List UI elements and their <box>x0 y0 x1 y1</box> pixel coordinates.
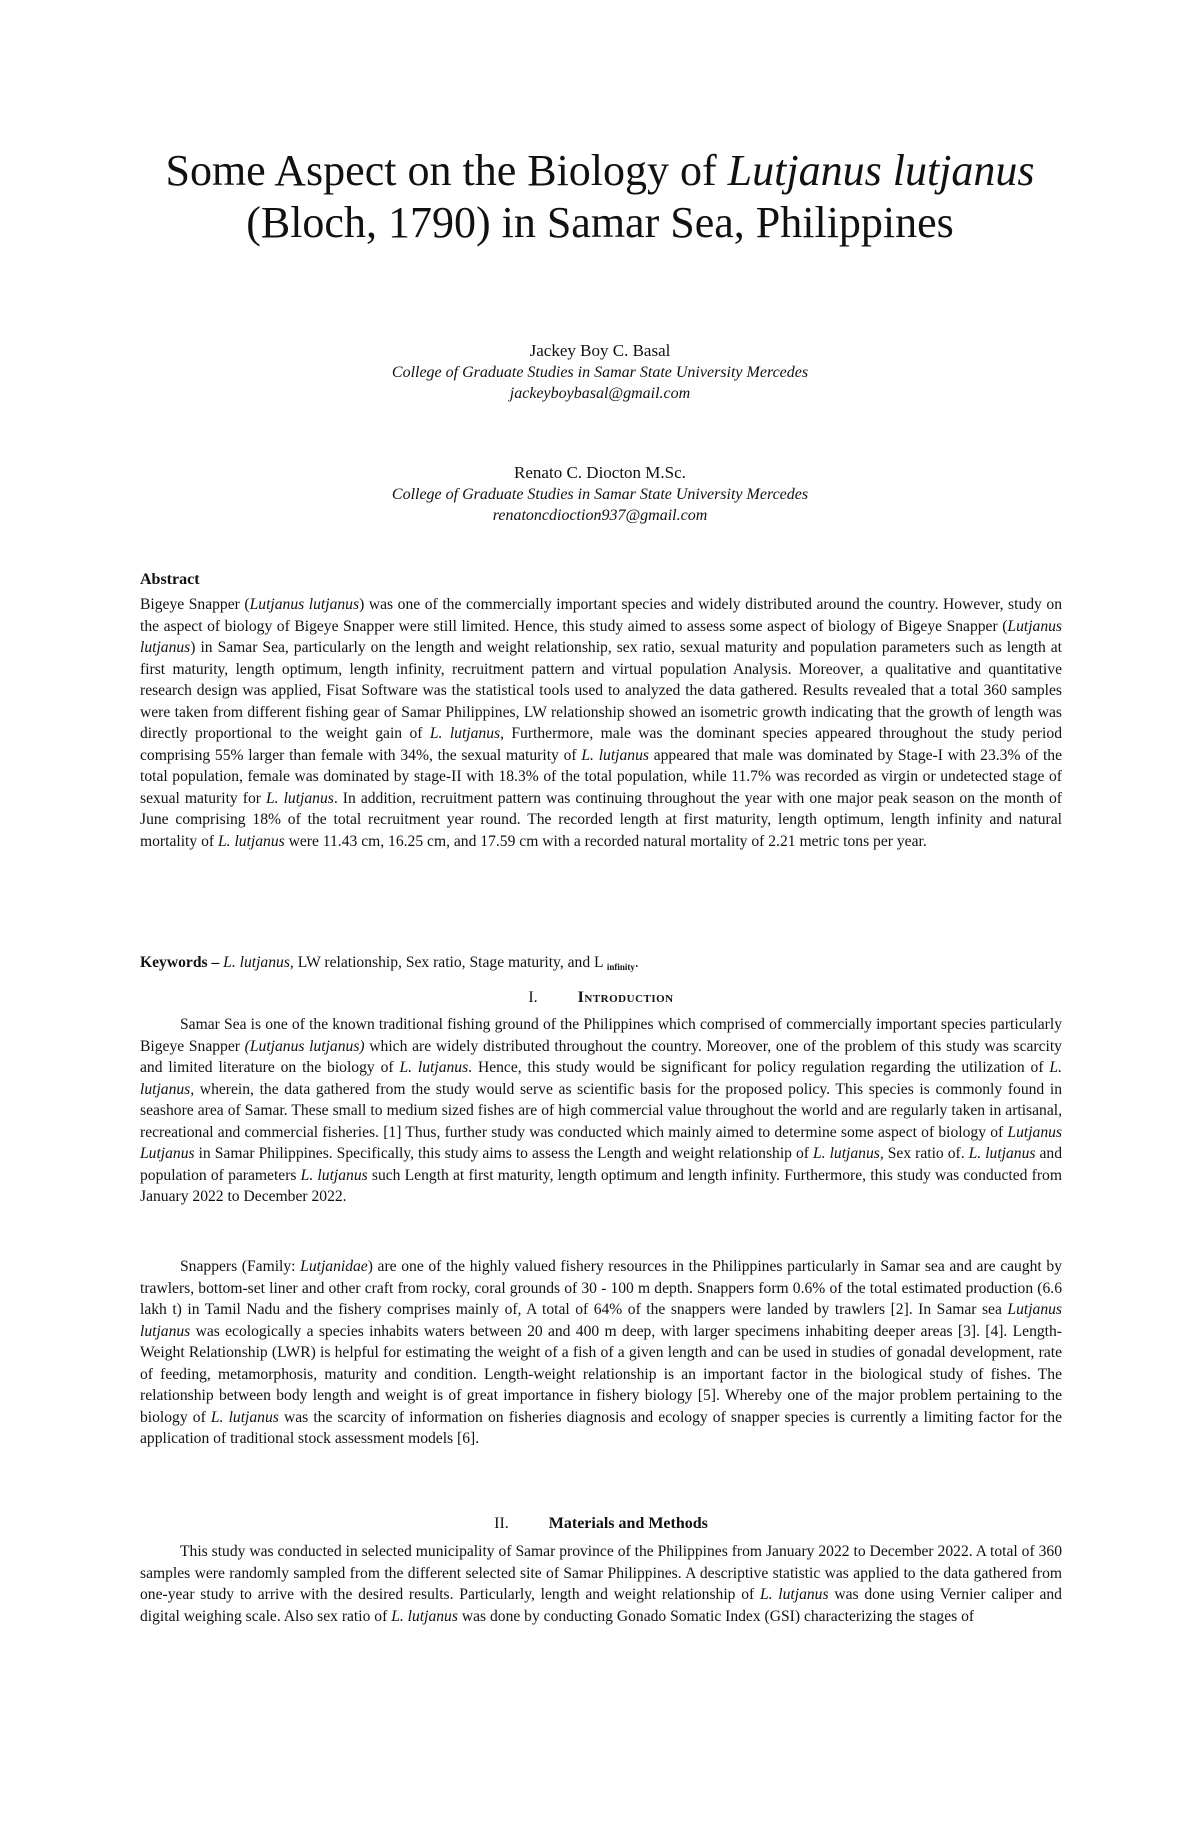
section-heading-materials-methods <box>140 1513 1062 1535</box>
author-affiliation: College of Graduate Studies in Samar State University Mercedes <box>391 486 809 503</box>
section-title: Materials and Methods <box>548 1515 708 1532</box>
methods-paragraph-1: This study was conducted in selected municipality of Samar province of the Philippines from January 2022 to December 2022. A total of 360 samples were randomly sampled from the different selected site of Samar Philippines. A descriptive statistic was applied to the data gathered from one-year study to arrive with the desired results. Particularly, length and weight relationship of L. lutjanus was done using Vernier caliper and digital weighing scale. Also sex ratio of L. lutjanus was done by conducting Gonado Somatic Index (GSI) characterizing the stages of <box>140 1543 1062 1625</box>
section-number: II. <box>494 1515 509 1532</box>
keywords-label: Keywords – <box>140 954 220 971</box>
paper-title <box>150 145 1050 249</box>
section-title: Introduction <box>577 989 674 1006</box>
author-block-1 <box>200 340 1000 404</box>
author-block-2 <box>200 462 1000 526</box>
introduction-paragraph-1: Samar Sea is one of the known traditional fishing ground of the Philippines which comprised of commercially important species particularly Bigeye Snapper (Lutjanus lutjanus) which are widely distributed throughout the country. Moreover, one of the problem of this study was scarcity and limited literature on the biology of L. lutjanus. Hence, this study would be significant for policy regulation regarding the utilization of L. lutjanus, wherein, the data gathered from the study would serve as scientific basis for the proposed policy. This species is commonly found in seashore area of Samar. These small to medium sized fishes are of high commercial value throughout the world and are regularly taken in artisanal, recreational and commercial fisheries. [1] Thus, further study was conducted which mainly aimed to determine some aspect of biology of Lutjanus Lutjanus in Samar Philippines. Specifically, this study aims to assess the Length and weight relationship of L. lutjanus, Sex ratio of. L. lutjanus and population of parameters L. lutjanus such Length at first maturity, length optimum and length infinity. Furthermore, this study was conducted from January 2022 to December 2022. <box>140 1016 1062 1205</box>
abstract-paragraph: Bigeye Snapper (Lutjanus lutjanus) was one of the commercially important species and widely distributed around the country. However, study on the aspect of biology of Bigeye Snapper were still limited. Hence, this study aimed to assess some aspect of biology of Bigeye Snapper (Lutjanus lutjanus) in Samar Sea, particularly on the length and weight relationship, sex ratio, sexual maturity and population parameters such as length at first maturity, length optimum, length infinity, recruitment pattern and virtual population Analysis. Moreover, a qualitative and quantitative research design was applied, Fisat Software was the statistical tools used to analyzed the data gathered. Results revealed that a total 360 samples were taken from different fishing gear of Samar Philippines, LW relationship showed an isometric growth indicating that the growth of length was directly proportional to the weight gain of L. lutjanus, Furthermore, male was the dominant species appeared throughout the study period comprising 55% larger than female with 34%, the sexual maturity of L. lutjanus appeared that male was dominated by Stage-I with 23.3% of the total population, female was dominated by stage-II with 18.3% of the total population, while 11.7% was recorded as virgin or undetected stage of sexual maturity for L. lutjanus. In addition, recruitment pattern was continuing throughout the year with one major peak season on the month of June comprising 18% of the total recruitment year round. The recorded length at first maturity, length optimum, length infinity and natural mortality of L. lutjanus were 11.43 cm, 16.25 cm, and 17.59 cm with a recorded natural mortality of 2.21 metric tons per year. <box>140 596 1063 850</box>
title-species-name: Lutjanus lutjanus <box>727 146 1035 195</box>
section-heading-introduction <box>140 987 1062 1009</box>
author-name: Renato C. Diocton M.Sc. <box>514 463 686 482</box>
keywords-line: Keywords – L. lutjanus, LW relationship, Sex ratio, Stage maturity, and L $_{infinity}$. <box>140 954 639 972</box>
introduction-paragraph-2: Snappers (Family: Lutjanidae) are one of the highly valued fishery resources in the Philippines particularly in Samar sea and are caught by trawlers, bottom-set liner and other craft from rocky, coral grounds of 30 - 100 m depth. Snappers form 0.6% of the total estimated production (6.6 lakh t) in Tamil Nadu and the fishery comprises mainly of, A total of 64% of the snappers were landed by trawlers [2]. In Samar sea Lutjanus lutjanus was ecologically a species inhabits waters between 20 and 400 m deep, with larger specimens inhabiting deeper areas [3]. [4]. Length-Weight Relationship (LWR) is helpful for estimating the weight of a fish of a given length and can be used in studies of gonadal development, rate of feeding, metamorphosis, maturity and condition. Length-weight relationship is an important factor in the biological study of fishes. The relationship between body length and weight is of great importance in fishery biology [5]. Whereby one of the major problem pertaining to the biology of L. lutjanus was the scarcity of information on fisheries diagnosis and ecology of snapper species is currently a limiting factor for the application of traditional stock assessment models [6]. <box>140 1258 1062 1447</box>
author-email: renatoncdioction937@gmail.com <box>492 507 708 524</box>
title-text: Some Aspect on the Biology of <box>165 146 728 195</box>
title-text-rest: (Bloch, 1790) in Samar Sea, Philippines <box>246 198 954 247</box>
section-number: I. <box>528 989 538 1006</box>
author-affiliation: College of Graduate Studies in Samar State University Mercedes <box>391 364 809 381</box>
abstract-heading: Abstract <box>140 571 200 588</box>
author-email: jackeyboybasal@gmail.com <box>509 385 691 402</box>
author-name: Jackey Boy C. Basal <box>529 341 671 360</box>
